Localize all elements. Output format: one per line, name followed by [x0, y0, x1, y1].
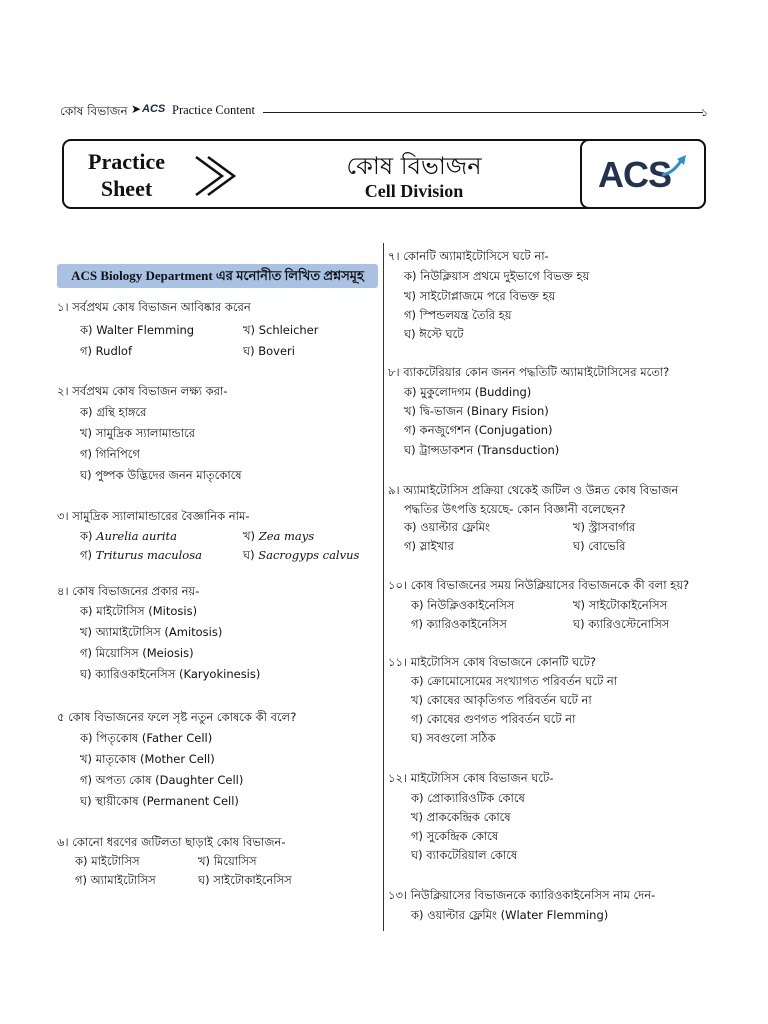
option: ঘ) Boveri [243, 344, 295, 358]
practice-label-line1: Practice [88, 149, 165, 174]
question-8: ৮। ব্যাকটেরিয়ার কোন জনন পদ্ধতিটি অ্যামাইটোসিসের মতো? [388, 365, 670, 379]
option: গ) Rudlof [80, 344, 133, 358]
option: ক) মুকুলোদগম (Budding) [404, 385, 532, 399]
option: গ) ক্যারিওকাইনেসিস [411, 617, 507, 631]
option: ঘ) পুষ্পক উদ্ভিদের জনন মাতৃকোষে [80, 468, 242, 482]
option: গ) সুকেন্দ্রিক কোষে [411, 829, 499, 843]
question-9: ৯। অ্যামাইটোসিস প্রক্রিয়া থেকেই জটিল ও উন্নত কোষ বিভাজন [388, 483, 679, 497]
option: ক) গ্রন্থি হাঙ্গরে [80, 405, 147, 419]
option [243, 528, 314, 547]
question-11: ১১। মাইটোসিস কোষ বিভাজনে কোনটি ঘটে? [388, 655, 597, 669]
question-10: ১০। কোষ বিভাজনের সময় নিউক্লিয়াসের বিভাজনকে কী বলা হয়? [388, 578, 690, 592]
option: খ) স্ট্রাসবার্গার [573, 520, 636, 534]
option: ক) ওয়াল্টার ফ্লেমিং [404, 520, 490, 534]
option: ক) পিতৃকোষ (Father Cell) [80, 731, 213, 745]
option: খ) সামুদ্রিক স্যালামান্ডারে [80, 426, 195, 440]
option: খ) প্রাককেন্দ্রিক কোষে [411, 810, 511, 824]
option: ক) ক্রোমোসোমের সংখ্যাগত পরিবর্তন ঘটে না [411, 674, 618, 688]
option: ঘ) ক্যারিওস্টেনোসিস [573, 617, 670, 631]
question-9-line2: পদ্ধতির উৎপত্তি হয়েছে- কোন বিজ্ঞানী বলেছেন? [404, 502, 626, 516]
option: ঘ) বোভেরি [573, 539, 626, 553]
question-12: ১২। মাইটোসিস কোষ বিভাজন ঘটে- [388, 771, 554, 785]
department-banner: ACS Biology Department এর মনোনীত লিখিত প্রশ্নসমূহ [57, 264, 378, 288]
question-5: ৫ কোষ বিভাজনের ফলে সৃষ্ট নতুন কোষকে কী বলে? [57, 710, 297, 724]
option: ক) মাইটোসিস (Mitosis) [80, 604, 198, 618]
chevron-right-icon [192, 155, 242, 197]
logo-text: ACS [598, 154, 672, 195]
option: ক) নিউক্লিওকাইনেসিস [411, 598, 515, 612]
option: ঘ) ক্যারিওকাইনেসিস (Karyokinesis) [80, 667, 261, 681]
breadcrumb-logo: ACS [142, 103, 166, 115]
option-marker: ক) [80, 529, 97, 543]
option: খ) মাতৃকোষ (Mother Cell) [80, 752, 215, 766]
column-divider [383, 243, 384, 931]
option: ক) Walter Flemming [80, 323, 195, 337]
option: খ) Schleicher [243, 323, 319, 337]
option-marker: খ) [243, 529, 259, 543]
question-3: ৩। সামুদ্রিক স্যালামান্ডারের বৈজ্ঞানিক নাম- [57, 509, 250, 523]
question-2: ২। সর্বপ্রথম কোষ বিভাজন লক্ষ্য করা- [57, 384, 228, 398]
practice-sheet-label [64, 148, 189, 202]
option: গ) অ্যামাইটোসিস [75, 873, 156, 887]
option: গ) কোষের গুণগত পরিবর্তন ঘটে না [411, 712, 576, 726]
option [80, 547, 202, 566]
question-6: ৬। কোনো ধরণের জটিলতা ছাড়াই কোষ বিভাজন- [57, 835, 286, 849]
option: ঘ) সাইটোকাইনেসিস [198, 873, 292, 887]
option: ঘ) ঈস্টে ঘটে [404, 327, 464, 341]
header-rule [263, 112, 703, 113]
option: ঘ) সবগুলো সঠিক [411, 731, 496, 745]
breadcrumb [60, 103, 708, 121]
option-text: Aurelia aurita [96, 529, 178, 543]
title-box [62, 139, 706, 209]
question-4: ৪। কোষ বিভাজনের প্রকার নয়- [57, 584, 200, 598]
option [243, 547, 359, 566]
option-text: Zea mays [258, 529, 315, 543]
option: ক) ওয়াল্টার ফ্লেমিং (Wlater Flemming) [411, 908, 609, 922]
option: ঘ) ব্যাকটেরিয়াল কোষে [411, 848, 518, 862]
practice-label-line2: Sheet [100, 176, 153, 201]
option-marker: গ) [80, 548, 96, 562]
option: গ) মিয়োসিস (Meiosis) [80, 646, 194, 660]
acs-logo [580, 139, 706, 209]
breadcrumb-topic: কোষ বিভাজন [60, 104, 128, 118]
question-1: ১। সর্বপ্রথম কোষ বিভাজন আবিষ্কার করেন [57, 300, 251, 314]
logo-swoosh-icon [660, 153, 688, 177]
option: ক) প্রোক্যারিওটিক কোষে [411, 791, 525, 805]
option: গ) কনজুগেশন (Conjugation) [404, 423, 553, 437]
page-number: ১ [700, 106, 708, 119]
option: ঘ) ট্রান্সডাকশন (Transduction) [404, 443, 560, 457]
question-13: ১৩। নিউক্লিয়াসের বিভাজনকে ক্যারিওকাইনেসিস নাম দেন- [388, 888, 656, 902]
option: গ) গিনিপিগে [80, 447, 140, 461]
breadcrumb-arrow-icon: ➤ [131, 102, 142, 116]
option-marker: ঘ) [243, 548, 259, 562]
option: গ) স্পিন্ডলযন্ত্র তৈরি হয় [404, 308, 512, 322]
option: গ) স্লাইখার [404, 539, 454, 553]
page-title-english: Cell Division [364, 181, 464, 201]
option: খ) অ্যামাইটোসিস (Amitosis) [80, 625, 223, 639]
option: খ) মিয়োসিস [198, 854, 257, 868]
option: খ) সাইটোপ্লাজমে পরে বিভক্ত হয় [404, 289, 556, 303]
option: গ) অপত্য কোষ (Daughter Cell) [80, 773, 244, 787]
option: খ) কোষের আকৃতিগত পরিবর্তন ঘটে না [411, 693, 592, 707]
page-title-bangla: কোষ বিভাজন [346, 152, 482, 180]
option-text: Triturus maculosa [95, 548, 202, 562]
option: ঘ) স্থায়ীকোষ (Permanent Cell) [80, 794, 239, 808]
option: খ) দ্বি-ভাজন (Binary Fision) [404, 404, 549, 418]
question-7: ৭। কোনটি অ্যামাইটোসিসে ঘটে না- [388, 249, 549, 263]
option: ক) মাইটোসিস [75, 854, 140, 868]
option-text: Sacrogyps calvus [258, 548, 360, 562]
option [80, 528, 177, 547]
option: খ) সাইটোকাইনেসিস [573, 598, 668, 612]
option: ক) নিউক্লিয়াস প্রথমে দুইভাগে বিভক্ত হয় [404, 269, 590, 283]
breadcrumb-section: Practice Content [172, 103, 255, 117]
